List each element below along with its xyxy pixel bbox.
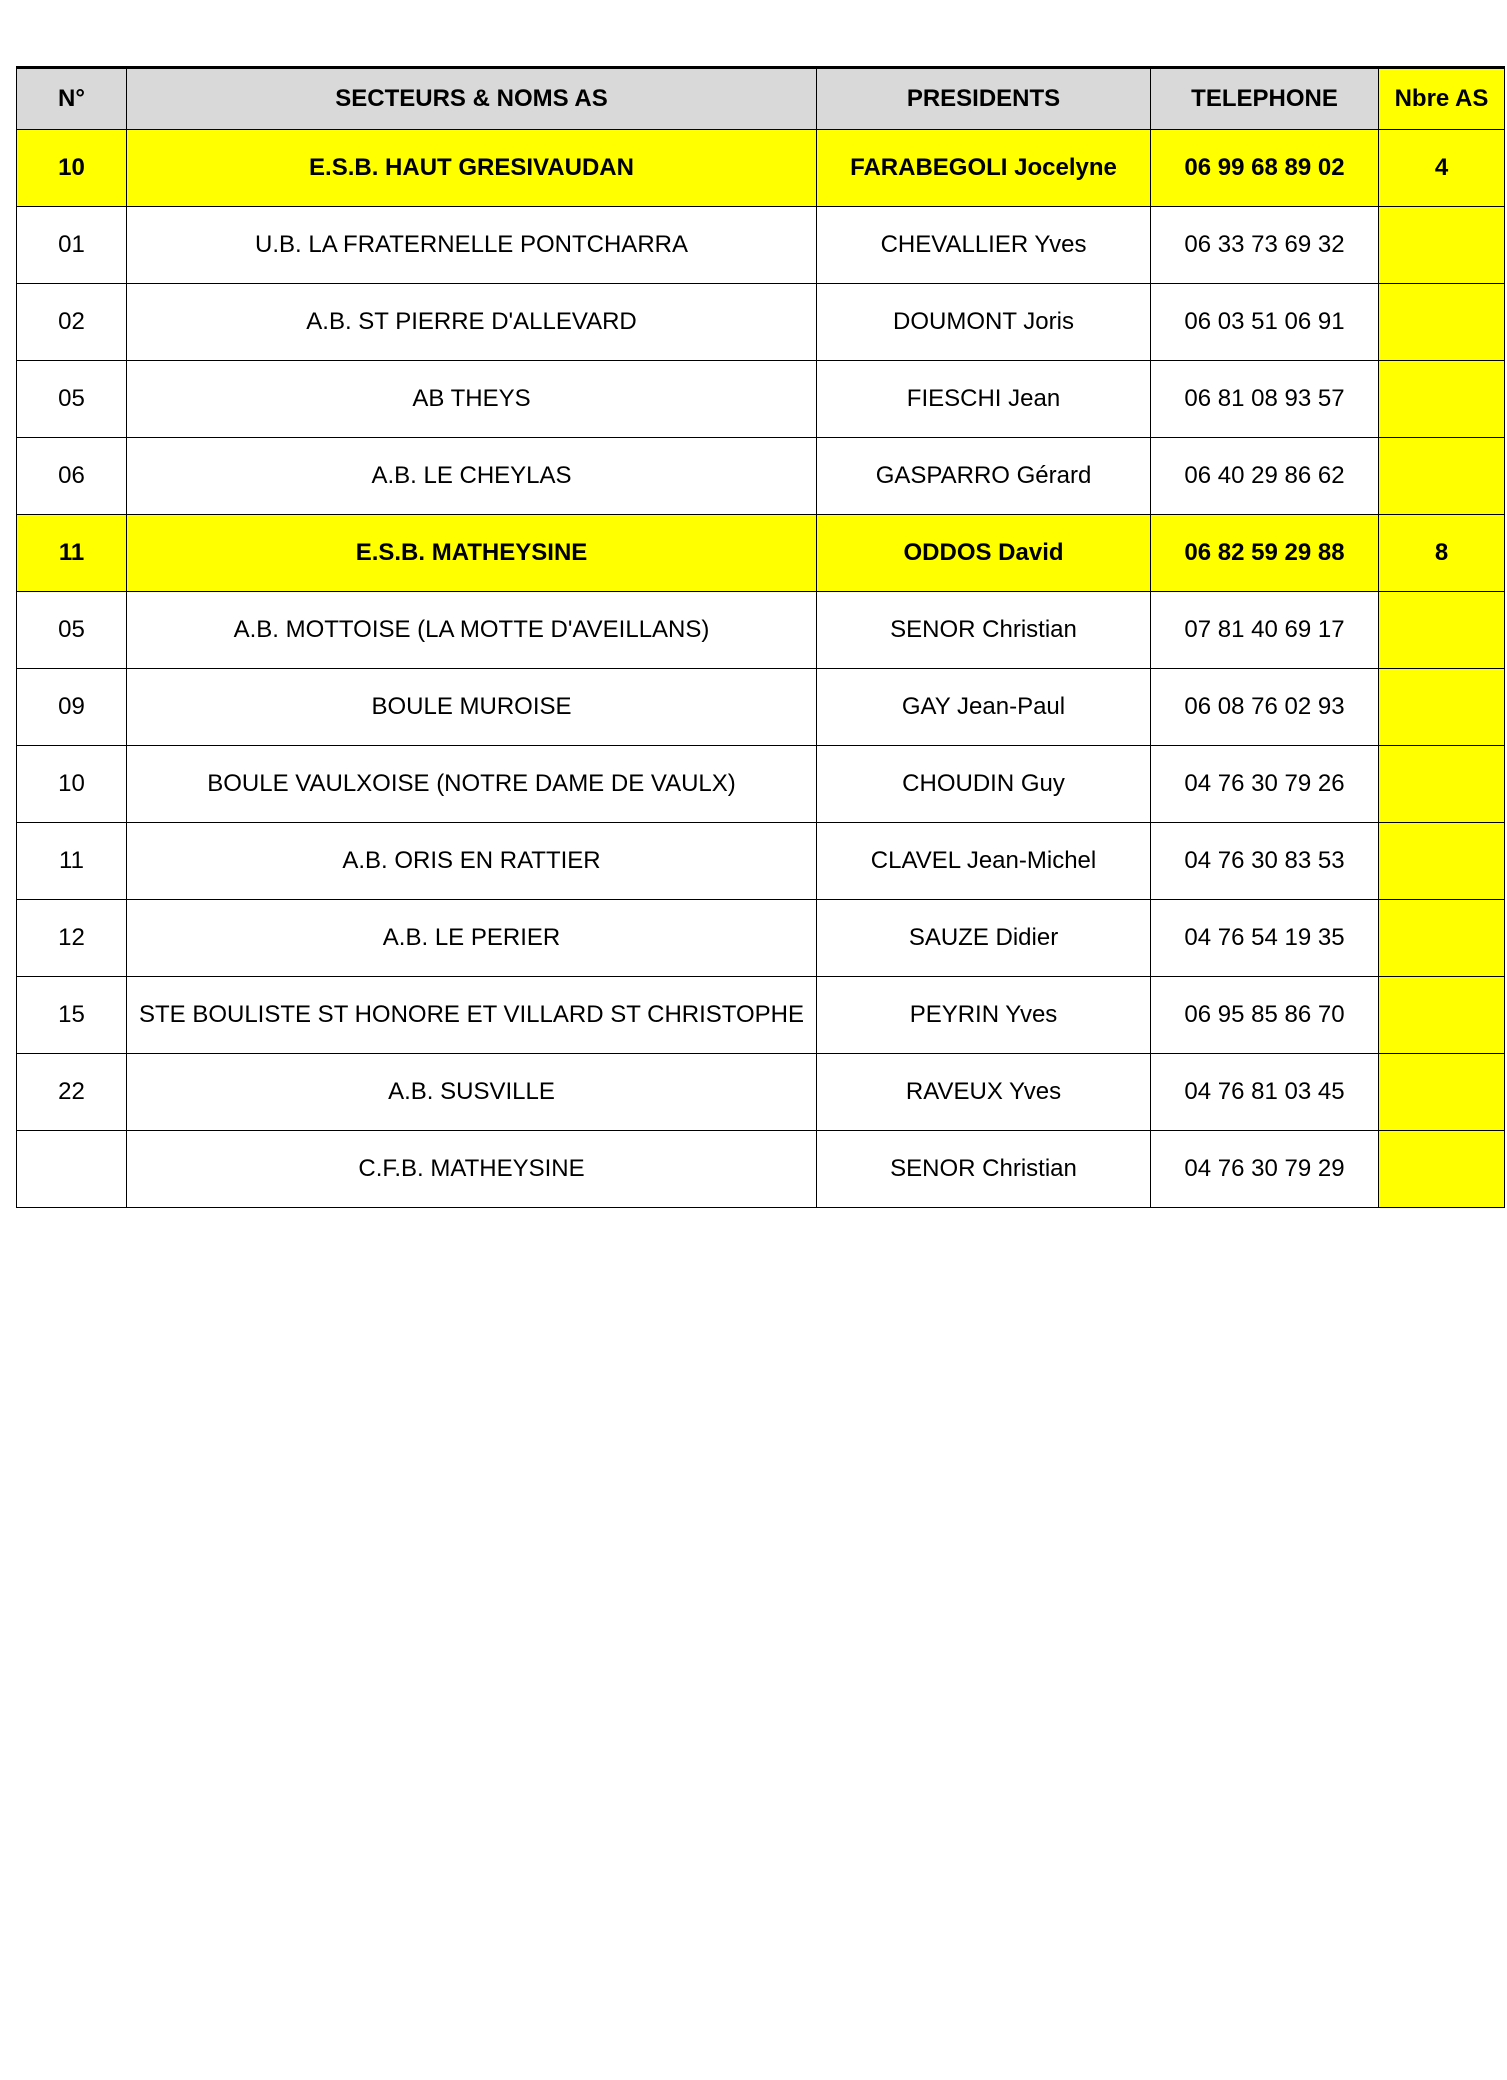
phone-cell: 06 95 85 86 70 [1151, 977, 1379, 1054]
phone-cell: 06 08 76 02 93 [1151, 669, 1379, 746]
count-cell [1379, 592, 1505, 669]
header-sectors-names: SECTEURS & NOMS AS [127, 68, 817, 130]
count-cell [1379, 977, 1505, 1054]
name-cell: BOULE VAULXOISE (NOTRE DAME DE VAULX) [127, 746, 817, 823]
president-cell: CHEVALLIER Yves [817, 207, 1151, 284]
count-cell [1379, 1131, 1505, 1208]
president-cell: ODDOS David [817, 515, 1151, 592]
phone-cell: 06 40 29 86 62 [1151, 438, 1379, 515]
club-row [17, 361, 1505, 438]
count-cell: 4 [1379, 130, 1505, 207]
number-cell: 12 [17, 900, 127, 977]
president-cell: SAUZE Didier [817, 900, 1151, 977]
number-cell: 05 [17, 592, 127, 669]
count-cell [1379, 361, 1505, 438]
number-cell: 05 [17, 361, 127, 438]
count-cell [1379, 900, 1505, 977]
club-row [17, 207, 1505, 284]
name-cell: BOULE MUROISE [127, 669, 817, 746]
number-cell: 01 [17, 207, 127, 284]
count-cell [1379, 823, 1505, 900]
phone-cell: 06 81 08 93 57 [1151, 361, 1379, 438]
name-cell: A.B. ST PIERRE D'ALLEVARD [127, 284, 817, 361]
name-cell: A.B. LE PERIER [127, 900, 817, 977]
number-cell: 11 [17, 515, 127, 592]
number-cell: 10 [17, 746, 127, 823]
header-count: Nbre AS [1379, 68, 1505, 130]
count-cell [1379, 669, 1505, 746]
count-cell [1379, 746, 1505, 823]
name-cell: A.B. LE CHEYLAS [127, 438, 817, 515]
number-cell: 10 [17, 130, 127, 207]
phone-cell: 07 81 40 69 17 [1151, 592, 1379, 669]
club-row [17, 977, 1505, 1054]
club-row [17, 592, 1505, 669]
name-cell: A.B. MOTTOISE (LA MOTTE D'AVEILLANS) [127, 592, 817, 669]
club-row [17, 900, 1505, 977]
name-cell: E.S.B. HAUT GRESIVAUDAN [127, 130, 817, 207]
president-cell: GAY Jean-Paul [817, 669, 1151, 746]
name-cell: E.S.B. MATHEYSINE [127, 515, 817, 592]
name-cell: STE BOULISTE ST HONORE ET VILLARD ST CHRISTOPHE [127, 977, 817, 1054]
phone-cell: 06 33 73 69 32 [1151, 207, 1379, 284]
president-cell: GASPARRO Gérard [817, 438, 1151, 515]
phone-cell: 04 76 81 03 45 [1151, 1054, 1379, 1131]
club-row [17, 823, 1505, 900]
president-cell: PEYRIN Yves [817, 977, 1151, 1054]
president-cell: SENOR Christian [817, 1131, 1151, 1208]
count-cell [1379, 284, 1505, 361]
number-cell [17, 1131, 127, 1208]
count-cell [1379, 438, 1505, 515]
phone-cell: 04 76 30 83 53 [1151, 823, 1379, 900]
president-cell: RAVEUX Yves [817, 1054, 1151, 1131]
number-cell: 11 [17, 823, 127, 900]
president-cell: CHOUDIN Guy [817, 746, 1151, 823]
number-cell: 22 [17, 1054, 127, 1131]
phone-cell: 06 99 68 89 02 [1151, 130, 1379, 207]
name-cell: AB THEYS [127, 361, 817, 438]
president-cell: FARABEGOLI Jocelyne [817, 130, 1151, 207]
header-number: N° [17, 68, 127, 130]
sector-row [17, 515, 1505, 592]
count-cell: 8 [1379, 515, 1505, 592]
president-cell: FIESCHI Jean [817, 361, 1151, 438]
phone-cell: 04 76 30 79 29 [1151, 1131, 1379, 1208]
club-row [17, 669, 1505, 746]
header-presidents: PRESIDENTS [817, 68, 1151, 130]
name-cell: C.F.B. MATHEYSINE [127, 1131, 817, 1208]
club-row [17, 746, 1505, 823]
number-cell: 15 [17, 977, 127, 1054]
name-cell: A.B. SUSVILLE [127, 1054, 817, 1131]
president-cell: DOUMONT Joris [817, 284, 1151, 361]
phone-cell: 04 76 54 19 35 [1151, 900, 1379, 977]
name-cell: U.B. LA FRATERNELLE PONTCHARRA [127, 207, 817, 284]
president-cell: CLAVEL Jean-Michel [817, 823, 1151, 900]
number-cell: 06 [17, 438, 127, 515]
phone-cell: 06 03 51 06 91 [1151, 284, 1379, 361]
number-cell: 09 [17, 669, 127, 746]
club-row [17, 284, 1505, 361]
president-cell: SENOR Christian [817, 592, 1151, 669]
header-telephone: TELEPHONE [1151, 68, 1379, 130]
phone-cell: 06 82 59 29 88 [1151, 515, 1379, 592]
name-cell: A.B. ORIS EN RATTIER [127, 823, 817, 900]
club-row [17, 1054, 1505, 1131]
clubs-table [16, 66, 1505, 1208]
header-row [17, 68, 1505, 130]
club-row [17, 1131, 1505, 1208]
number-cell: 02 [17, 284, 127, 361]
count-cell [1379, 1054, 1505, 1131]
phone-cell: 04 76 30 79 26 [1151, 746, 1379, 823]
club-row [17, 438, 1505, 515]
count-cell [1379, 207, 1505, 284]
sector-row [17, 130, 1505, 207]
